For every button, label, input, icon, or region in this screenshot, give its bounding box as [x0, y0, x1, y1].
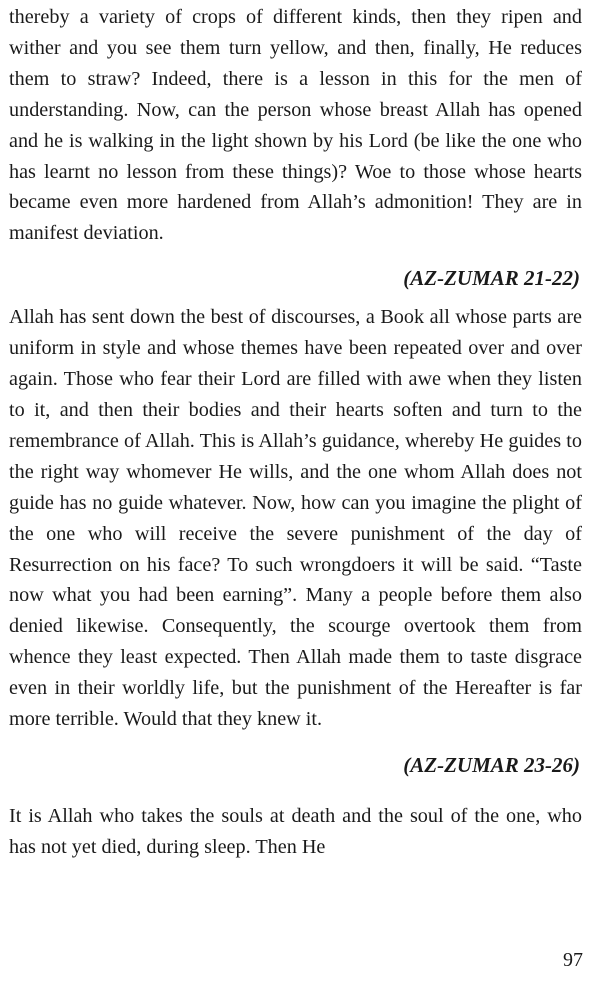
paragraph-2: Allah has sent down the best of discourses, a Book all whose parts are uniform in style and whose themes have been repeated over and over again. Those who fear their Lord are filled with awe when they listen to it, and then their bodies and their hearts soften and turn to the remembrance of Allah. This is Allah’s guidance, whereby He guides to the right way whomever He wills, and the one whom Allah does not guide has no guide whatever. Now, how can you imagine the plight of the one who will receive the severe punishment of the day of Resurrection on his face? To such wrongdoers it will be said. “Taste now what you had been earning”. Many a people before them also denied likewise. Consequently, the scourge overtook them from whence they least expected. Then Allah made them to taste disgrace even in their worldly life, but the punishment of the Hereafter is far more terrible. Would that they knew it.: [9, 306, 582, 731]
page-number: 97: [563, 949, 583, 971]
paragraph-1: thereby a variety of crops of different kinds, then they ripen and wither and you see them turn yellow, and then, finally, He reduces them to straw? Indeed, there is a lesson in this for the men of understanding. Now, can the person whose breast Allah has opened and he is walking in the light shown by his Lord (be like the one who has learnt no lesson from these things)? Woe to those whose hearts became even more hardened from Allah’s admonition! They are in manifest deviation.: [9, 6, 582, 245]
book-page: [9, 0, 582, 863]
verse-reference-2: (AZ-ZUMAR 23-26): [403, 752, 580, 777]
verse-reference-1: (AZ-ZUMAR 21-22): [403, 266, 580, 291]
paragraph-3: It is Allah who takes the souls at death and the soul of the one, who has not yet died, during sleep. Then He: [9, 804, 582, 858]
